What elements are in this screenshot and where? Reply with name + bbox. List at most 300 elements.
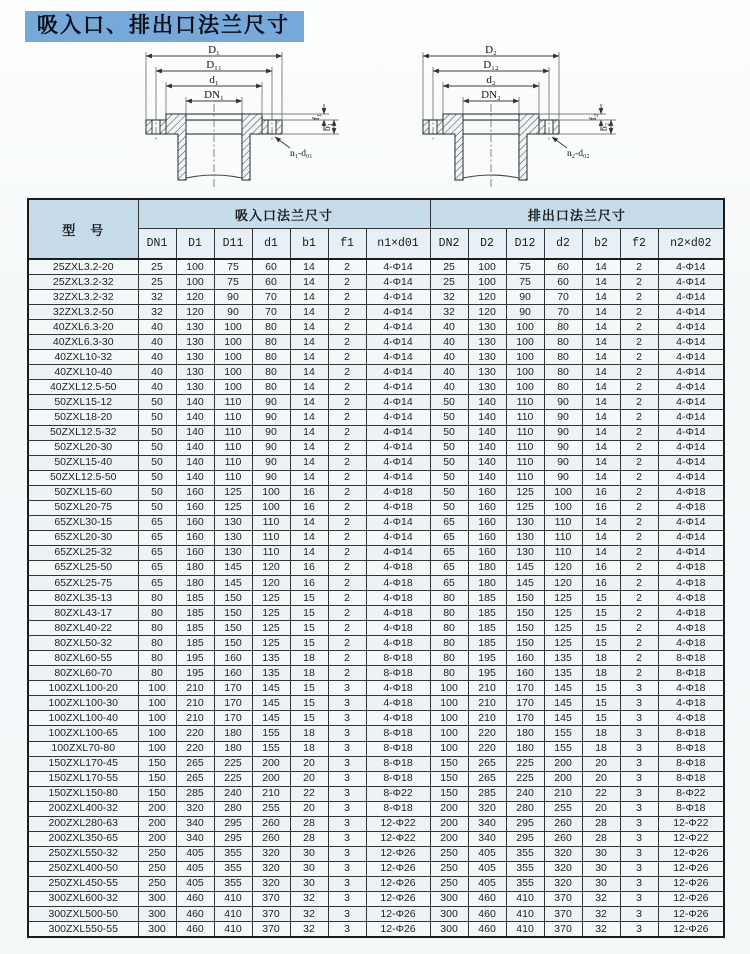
table-row [28, 410, 724, 425]
discharge-DN2-cell: 50 [430, 500, 468, 515]
suction-D11-cell: 150 [214, 621, 252, 636]
discharge-D2-cell: 185 [468, 591, 506, 606]
col-header-f1: f1 [328, 229, 366, 260]
suction-D1-cell: 405 [176, 876, 214, 891]
suction-D1-cell: 285 [176, 786, 214, 801]
suction-DN1-cell: 80 [138, 606, 176, 621]
suction-D11-cell: 100 [214, 335, 252, 350]
suction-DN1-cell: 80 [138, 666, 176, 681]
suction-b1-cell: 30 [290, 846, 328, 861]
suction-d1-cell: 135 [252, 666, 290, 681]
suction-d1-cell: 370 [252, 891, 290, 906]
dim-label-D11: D₁₁ [206, 59, 222, 71]
suction-b1-cell: 14 [290, 320, 328, 335]
discharge-D2-cell: 320 [468, 801, 506, 816]
discharge-DN2-cell: 100 [430, 741, 468, 756]
suction-D1-cell: 460 [176, 891, 214, 906]
suction-d1-cell: 320 [252, 846, 290, 861]
suction-f1-cell: 2 [328, 606, 366, 621]
table-row [28, 861, 724, 876]
suction-b1-cell: 14 [290, 305, 328, 320]
discharge-d2-cell: 80 [544, 365, 582, 380]
suction-DN1-cell: 32 [138, 290, 176, 305]
suction-f1-cell: 2 [328, 290, 366, 305]
suction-f1-cell: 2 [328, 545, 366, 560]
suction-d1-cell: 80 [252, 320, 290, 335]
discharge-b2-cell: 20 [582, 756, 620, 771]
discharge-DN2-cell: 150 [430, 756, 468, 771]
suction-D1-cell: 210 [176, 696, 214, 711]
discharge-f2-cell: 2 [620, 350, 658, 365]
discharge-D2-cell: 460 [468, 891, 506, 906]
suction-d1-cell: 255 [252, 801, 290, 816]
suction-DN1-cell: 100 [138, 726, 176, 741]
table-row [28, 440, 724, 455]
suction-D1-cell: 405 [176, 846, 214, 861]
model-cell: 40ZXL10-40 [28, 365, 138, 380]
table-row [28, 290, 724, 305]
discharge-D2-cell: 140 [468, 455, 506, 470]
suction-b1-cell: 30 [290, 861, 328, 876]
suction-d1-cell: 370 [252, 907, 290, 922]
discharge-holes-cell: 4-Φ18 [658, 696, 724, 711]
dim-label-n1-d01: n₁-d₀₁ [290, 149, 313, 159]
suction-D11-cell: 170 [214, 681, 252, 696]
model-cell: 300ZXL500-50 [28, 907, 138, 922]
model-cell: 50ZXL15-40 [28, 455, 138, 470]
suction-holes-cell: 8-Φ18 [366, 756, 430, 771]
suction-b1-cell: 15 [290, 681, 328, 696]
discharge-b2-cell: 30 [582, 876, 620, 891]
discharge-f2-cell: 2 [620, 395, 658, 410]
suction-f1-cell: 3 [328, 922, 366, 938]
discharge-holes-cell: 12-Φ26 [658, 922, 724, 938]
discharge-b2-cell: 18 [582, 726, 620, 741]
discharge-f2-cell: 3 [620, 831, 658, 846]
suction-b1-cell: 16 [290, 560, 328, 575]
suction-d1-cell: 80 [252, 335, 290, 350]
discharge-f2-cell: 3 [620, 726, 658, 741]
discharge-f2-cell: 3 [620, 907, 658, 922]
discharge-d2-cell: 155 [544, 741, 582, 756]
discharge-DN2-cell: 25 [430, 259, 468, 275]
discharge-D12-cell: 180 [506, 741, 544, 756]
suction-b1-cell: 14 [290, 290, 328, 305]
discharge-b2-cell: 14 [582, 470, 620, 485]
suction-D1-cell: 220 [176, 741, 214, 756]
suction-D1-cell: 130 [176, 380, 214, 395]
discharge-b2-cell: 15 [582, 606, 620, 621]
suction-d1-cell: 80 [252, 365, 290, 380]
discharge-D12-cell: 110 [506, 395, 544, 410]
suction-D11-cell: 150 [214, 636, 252, 651]
discharge-b2-cell: 28 [582, 816, 620, 831]
model-cell: 200ZXL400-32 [28, 801, 138, 816]
suction-D11-cell: 110 [214, 470, 252, 485]
discharge-DN2-cell: 250 [430, 846, 468, 861]
table-row [28, 771, 724, 786]
suction-D1-cell: 405 [176, 861, 214, 876]
discharge-DN2-cell: 32 [430, 305, 468, 320]
suction-D1-cell: 210 [176, 711, 214, 726]
discharge-d2-cell: 145 [544, 711, 582, 726]
discharge-DN2-cell: 50 [430, 425, 468, 440]
suction-holes-cell: 12-Φ22 [366, 831, 430, 846]
discharge-d2-cell: 70 [544, 290, 582, 305]
suction-D1-cell: 185 [176, 591, 214, 606]
suction-b1-cell: 18 [290, 726, 328, 741]
discharge-b2-cell: 14 [582, 455, 620, 470]
suction-DN1-cell: 65 [138, 560, 176, 575]
discharge-holes-cell: 4-Φ14 [658, 320, 724, 335]
discharge-d2-cell: 370 [544, 922, 582, 938]
suction-holes-cell: 4-Φ14 [366, 470, 430, 485]
dim-label-D1: D₁ [208, 44, 220, 56]
discharge-D12-cell: 125 [506, 500, 544, 515]
discharge-b2-cell: 16 [582, 485, 620, 500]
model-cell: 100ZXL100-20 [28, 681, 138, 696]
suction-f1-cell: 3 [328, 771, 366, 786]
discharge-d2-cell: 125 [544, 591, 582, 606]
discharge-DN2-cell: 50 [430, 485, 468, 500]
discharge-DN2-cell: 65 [430, 560, 468, 575]
flange-diagrams [0, 42, 750, 192]
suction-D1-cell: 180 [176, 560, 214, 575]
discharge-D2-cell: 195 [468, 651, 506, 666]
discharge-d2-cell: 60 [544, 259, 582, 275]
discharge-f2-cell: 2 [620, 560, 658, 575]
suction-b1-cell: 32 [290, 891, 328, 906]
discharge-b2-cell: 32 [582, 922, 620, 938]
suction-D11-cell: 240 [214, 786, 252, 801]
col-header-f2: f2 [620, 229, 658, 260]
suction-DN1-cell: 100 [138, 696, 176, 711]
discharge-D12-cell: 75 [506, 275, 544, 290]
table-row [28, 816, 724, 831]
suction-f1-cell: 3 [328, 846, 366, 861]
suction-D1-cell: 220 [176, 726, 214, 741]
discharge-holes-cell: 4-Φ14 [658, 440, 724, 455]
discharge-f2-cell: 2 [620, 290, 658, 305]
suction-D1-cell: 140 [176, 470, 214, 485]
suction-b1-cell: 20 [290, 756, 328, 771]
suction-holes-cell: 12-Φ26 [366, 907, 430, 922]
table-row [28, 320, 724, 335]
model-cell: 80ZXL50-32 [28, 636, 138, 651]
discharge-f2-cell: 3 [620, 756, 658, 771]
discharge-holes-cell: 12-Φ26 [658, 846, 724, 861]
suction-holes-cell: 8-Φ18 [366, 741, 430, 756]
discharge-d2-cell: 100 [544, 485, 582, 500]
dim-label-DN1: DN₁ [204, 89, 224, 101]
discharge-holes-cell: 4-Φ14 [658, 515, 724, 530]
discharge-b2-cell: 14 [582, 545, 620, 560]
col-header-d1: d1 [252, 229, 290, 260]
suction-D11-cell: 410 [214, 891, 252, 906]
discharge-b2-cell: 30 [582, 846, 620, 861]
suction-d1-cell: 60 [252, 259, 290, 275]
suction-D11-cell: 160 [214, 666, 252, 681]
discharge-holes-cell: 4-Φ14 [658, 380, 724, 395]
discharge-DN2-cell: 80 [430, 621, 468, 636]
discharge-D2-cell: 140 [468, 395, 506, 410]
discharge-D12-cell: 90 [506, 305, 544, 320]
discharge-D12-cell: 355 [506, 861, 544, 876]
discharge-f2-cell: 2 [620, 575, 658, 590]
suction-DN1-cell: 50 [138, 425, 176, 440]
discharge-DN2-cell: 65 [430, 545, 468, 560]
model-cell: 150ZXL170-45 [28, 756, 138, 771]
suction-DN1-cell: 50 [138, 395, 176, 410]
discharge-DN2-cell: 50 [430, 470, 468, 485]
discharge-b2-cell: 18 [582, 651, 620, 666]
discharge-b2-cell: 20 [582, 801, 620, 816]
discharge-D2-cell: 140 [468, 470, 506, 485]
discharge-f2-cell: 2 [620, 440, 658, 455]
model-cell: 65ZXL25-75 [28, 575, 138, 590]
discharge-D2-cell: 100 [468, 275, 506, 290]
suction-DN1-cell: 25 [138, 259, 176, 275]
discharge-f2-cell: 2 [620, 470, 658, 485]
discharge-holes-cell: 4-Φ14 [658, 275, 724, 290]
model-cell: 100ZXL100-65 [28, 726, 138, 741]
model-cell: 250ZXL550-32 [28, 846, 138, 861]
discharge-f2-cell: 3 [620, 801, 658, 816]
discharge-DN2-cell: 80 [430, 606, 468, 621]
suction-d1-cell: 200 [252, 756, 290, 771]
suction-DN1-cell: 250 [138, 861, 176, 876]
discharge-b2-cell: 32 [582, 891, 620, 906]
discharge-D12-cell: 130 [506, 545, 544, 560]
suction-DN1-cell: 200 [138, 816, 176, 831]
discharge-D12-cell: 90 [506, 290, 544, 305]
table-row [28, 530, 724, 545]
discharge-D12-cell: 410 [506, 891, 544, 906]
discharge-D12-cell: 150 [506, 636, 544, 651]
table-row [28, 591, 724, 606]
discharge-d2-cell: 80 [544, 335, 582, 350]
suction-f1-cell: 3 [328, 816, 366, 831]
table-row [28, 666, 724, 681]
discharge-f2-cell: 3 [620, 816, 658, 831]
discharge-holes-cell: 12-Φ26 [658, 907, 724, 922]
suction-d1-cell: 125 [252, 636, 290, 651]
table-row [28, 741, 724, 756]
discharge-b2-cell: 28 [582, 831, 620, 846]
suction-holes-cell: 4-Φ18 [366, 621, 430, 636]
suction-b1-cell: 14 [290, 440, 328, 455]
discharge-b2-cell: 18 [582, 741, 620, 756]
suction-b1-cell: 20 [290, 801, 328, 816]
table-row [28, 606, 724, 621]
suction-D11-cell: 410 [214, 922, 252, 938]
suction-d1-cell: 90 [252, 470, 290, 485]
suction-D11-cell: 225 [214, 771, 252, 786]
table-row [28, 876, 724, 891]
discharge-f2-cell: 2 [620, 425, 658, 440]
discharge-f2-cell: 3 [620, 861, 658, 876]
discharge-f2-cell: 2 [620, 335, 658, 350]
suction-f1-cell: 2 [328, 651, 366, 666]
model-cell: 40ZXL6.3-20 [28, 320, 138, 335]
suction-f1-cell: 3 [328, 756, 366, 771]
discharge-d2-cell: 90 [544, 455, 582, 470]
suction-DN1-cell: 150 [138, 756, 176, 771]
suction-D1-cell: 140 [176, 455, 214, 470]
discharge-holes-cell: 4-Φ14 [658, 335, 724, 350]
discharge-D12-cell: 355 [506, 876, 544, 891]
discharge-b2-cell: 14 [582, 440, 620, 455]
discharge-b2-cell: 14 [582, 395, 620, 410]
suction-D1-cell: 140 [176, 440, 214, 455]
dim-label-b1: b₁ [323, 122, 333, 132]
suction-d1-cell: 125 [252, 591, 290, 606]
col-header-DN2: DN2 [430, 229, 468, 260]
suction-D1-cell: 160 [176, 500, 214, 515]
discharge-holes-cell: 4-Φ14 [658, 290, 724, 305]
suction-DN1-cell: 200 [138, 831, 176, 846]
discharge-b2-cell: 14 [582, 410, 620, 425]
suction-DN1-cell: 50 [138, 485, 176, 500]
suction-DN1-cell: 300 [138, 891, 176, 906]
discharge-D12-cell: 225 [506, 756, 544, 771]
discharge-holes-cell: 4-Φ14 [658, 470, 724, 485]
discharge-f2-cell: 2 [620, 259, 658, 275]
suction-D11-cell: 130 [214, 545, 252, 560]
suction-d1-cell: 260 [252, 816, 290, 831]
suction-f1-cell: 2 [328, 259, 366, 275]
discharge-DN2-cell: 50 [430, 395, 468, 410]
suction-d1-cell: 100 [252, 500, 290, 515]
suction-b1-cell: 32 [290, 922, 328, 938]
discharge-holes-cell: 4-Φ14 [658, 425, 724, 440]
discharge-DN2-cell: 40 [430, 380, 468, 395]
discharge-holes-cell: 12-Φ26 [658, 876, 724, 891]
discharge-b2-cell: 15 [582, 711, 620, 726]
discharge-DN2-cell: 200 [430, 816, 468, 831]
suction-f1-cell: 3 [328, 726, 366, 741]
discharge-b2-cell: 14 [582, 425, 620, 440]
discharge-f2-cell: 3 [620, 741, 658, 756]
discharge-D2-cell: 160 [468, 545, 506, 560]
model-cell: 100ZXL100-40 [28, 711, 138, 726]
table-row [28, 259, 724, 275]
discharge-D12-cell: 145 [506, 560, 544, 575]
discharge-D12-cell: 160 [506, 651, 544, 666]
discharge-d2-cell: 100 [544, 500, 582, 515]
suction-DN1-cell: 40 [138, 380, 176, 395]
discharge-f2-cell: 2 [620, 515, 658, 530]
suction-holes-cell: 4-Φ14 [366, 290, 430, 305]
discharge-DN2-cell: 40 [430, 350, 468, 365]
discharge-DN2-cell: 100 [430, 681, 468, 696]
discharge-b2-cell: 14 [582, 515, 620, 530]
suction-holes-cell: 4-Φ14 [366, 425, 430, 440]
suction-b1-cell: 18 [290, 741, 328, 756]
suction-b1-cell: 20 [290, 771, 328, 786]
suction-holes-cell: 4-Φ18 [366, 485, 430, 500]
discharge-holes-cell: 4-Φ18 [658, 500, 724, 515]
discharge-d2-cell: 200 [544, 756, 582, 771]
discharge-f2-cell: 2 [620, 500, 658, 515]
suction-DN1-cell: 32 [138, 305, 176, 320]
discharge-f2-cell: 2 [620, 606, 658, 621]
suction-b1-cell: 14 [290, 335, 328, 350]
suction-D1-cell: 140 [176, 425, 214, 440]
model-cell: 80ZXL35-13 [28, 591, 138, 606]
discharge-D12-cell: 130 [506, 530, 544, 545]
discharge-D12-cell: 295 [506, 831, 544, 846]
suction-D1-cell: 130 [176, 320, 214, 335]
suction-DN1-cell: 65 [138, 530, 176, 545]
suction-f1-cell: 2 [328, 666, 366, 681]
discharge-f2-cell: 2 [620, 485, 658, 500]
discharge-holes-cell: 4-Φ18 [658, 560, 724, 575]
suction-d1-cell: 120 [252, 575, 290, 590]
discharge-DN2-cell: 200 [430, 831, 468, 846]
suction-b1-cell: 32 [290, 907, 328, 922]
discharge-f2-cell: 2 [620, 410, 658, 425]
table-row [28, 455, 724, 470]
suction-D1-cell: 340 [176, 831, 214, 846]
flange-dimension-table-wrap [27, 198, 725, 938]
suction-d1-cell: 145 [252, 711, 290, 726]
suction-D11-cell: 90 [214, 290, 252, 305]
suction-f1-cell: 2 [328, 365, 366, 380]
suction-f1-cell: 2 [328, 395, 366, 410]
table-row [28, 756, 724, 771]
suction-b1-cell: 14 [290, 455, 328, 470]
discharge-holes-cell: 4-Φ14 [658, 259, 724, 275]
table-row [28, 425, 724, 440]
suction-b1-cell: 30 [290, 876, 328, 891]
suction-DN1-cell: 250 [138, 846, 176, 861]
discharge-D2-cell: 130 [468, 335, 506, 350]
discharge-f2-cell: 2 [620, 621, 658, 636]
discharge-b2-cell: 14 [582, 365, 620, 380]
suction-b1-cell: 14 [290, 365, 328, 380]
suction-D11-cell: 90 [214, 305, 252, 320]
suction-DN1-cell: 100 [138, 711, 176, 726]
suction-holes-cell: 4-Φ14 [366, 320, 430, 335]
discharge-DN2-cell: 100 [430, 696, 468, 711]
discharge-d2-cell: 320 [544, 846, 582, 861]
discharge-f2-cell: 2 [620, 305, 658, 320]
discharge-holes-cell: 4-Φ18 [658, 485, 724, 500]
suction-D1-cell: 265 [176, 756, 214, 771]
suction-DN1-cell: 100 [138, 681, 176, 696]
suction-f1-cell: 2 [328, 621, 366, 636]
discharge-group-header: 排出口法兰尺寸 [430, 199, 724, 229]
suction-f1-cell: 2 [328, 591, 366, 606]
suction-D1-cell: 100 [176, 259, 214, 275]
suction-holes-cell: 4-Φ18 [366, 681, 430, 696]
suction-d1-cell: 90 [252, 455, 290, 470]
suction-DN1-cell: 25 [138, 275, 176, 290]
suction-holes-cell: 4-Φ14 [366, 365, 430, 380]
suction-holes-cell: 4-Φ14 [366, 440, 430, 455]
discharge-D2-cell: 140 [468, 410, 506, 425]
discharge-d2-cell: 260 [544, 831, 582, 846]
suction-d1-cell: 90 [252, 440, 290, 455]
suction-D1-cell: 195 [176, 666, 214, 681]
model-cell: 25ZXL3.2-32 [28, 275, 138, 290]
suction-d1-cell: 70 [252, 290, 290, 305]
discharge-DN2-cell: 300 [430, 922, 468, 938]
suction-d1-cell: 80 [252, 380, 290, 395]
suction-D1-cell: 185 [176, 621, 214, 636]
discharge-f2-cell: 2 [620, 545, 658, 560]
